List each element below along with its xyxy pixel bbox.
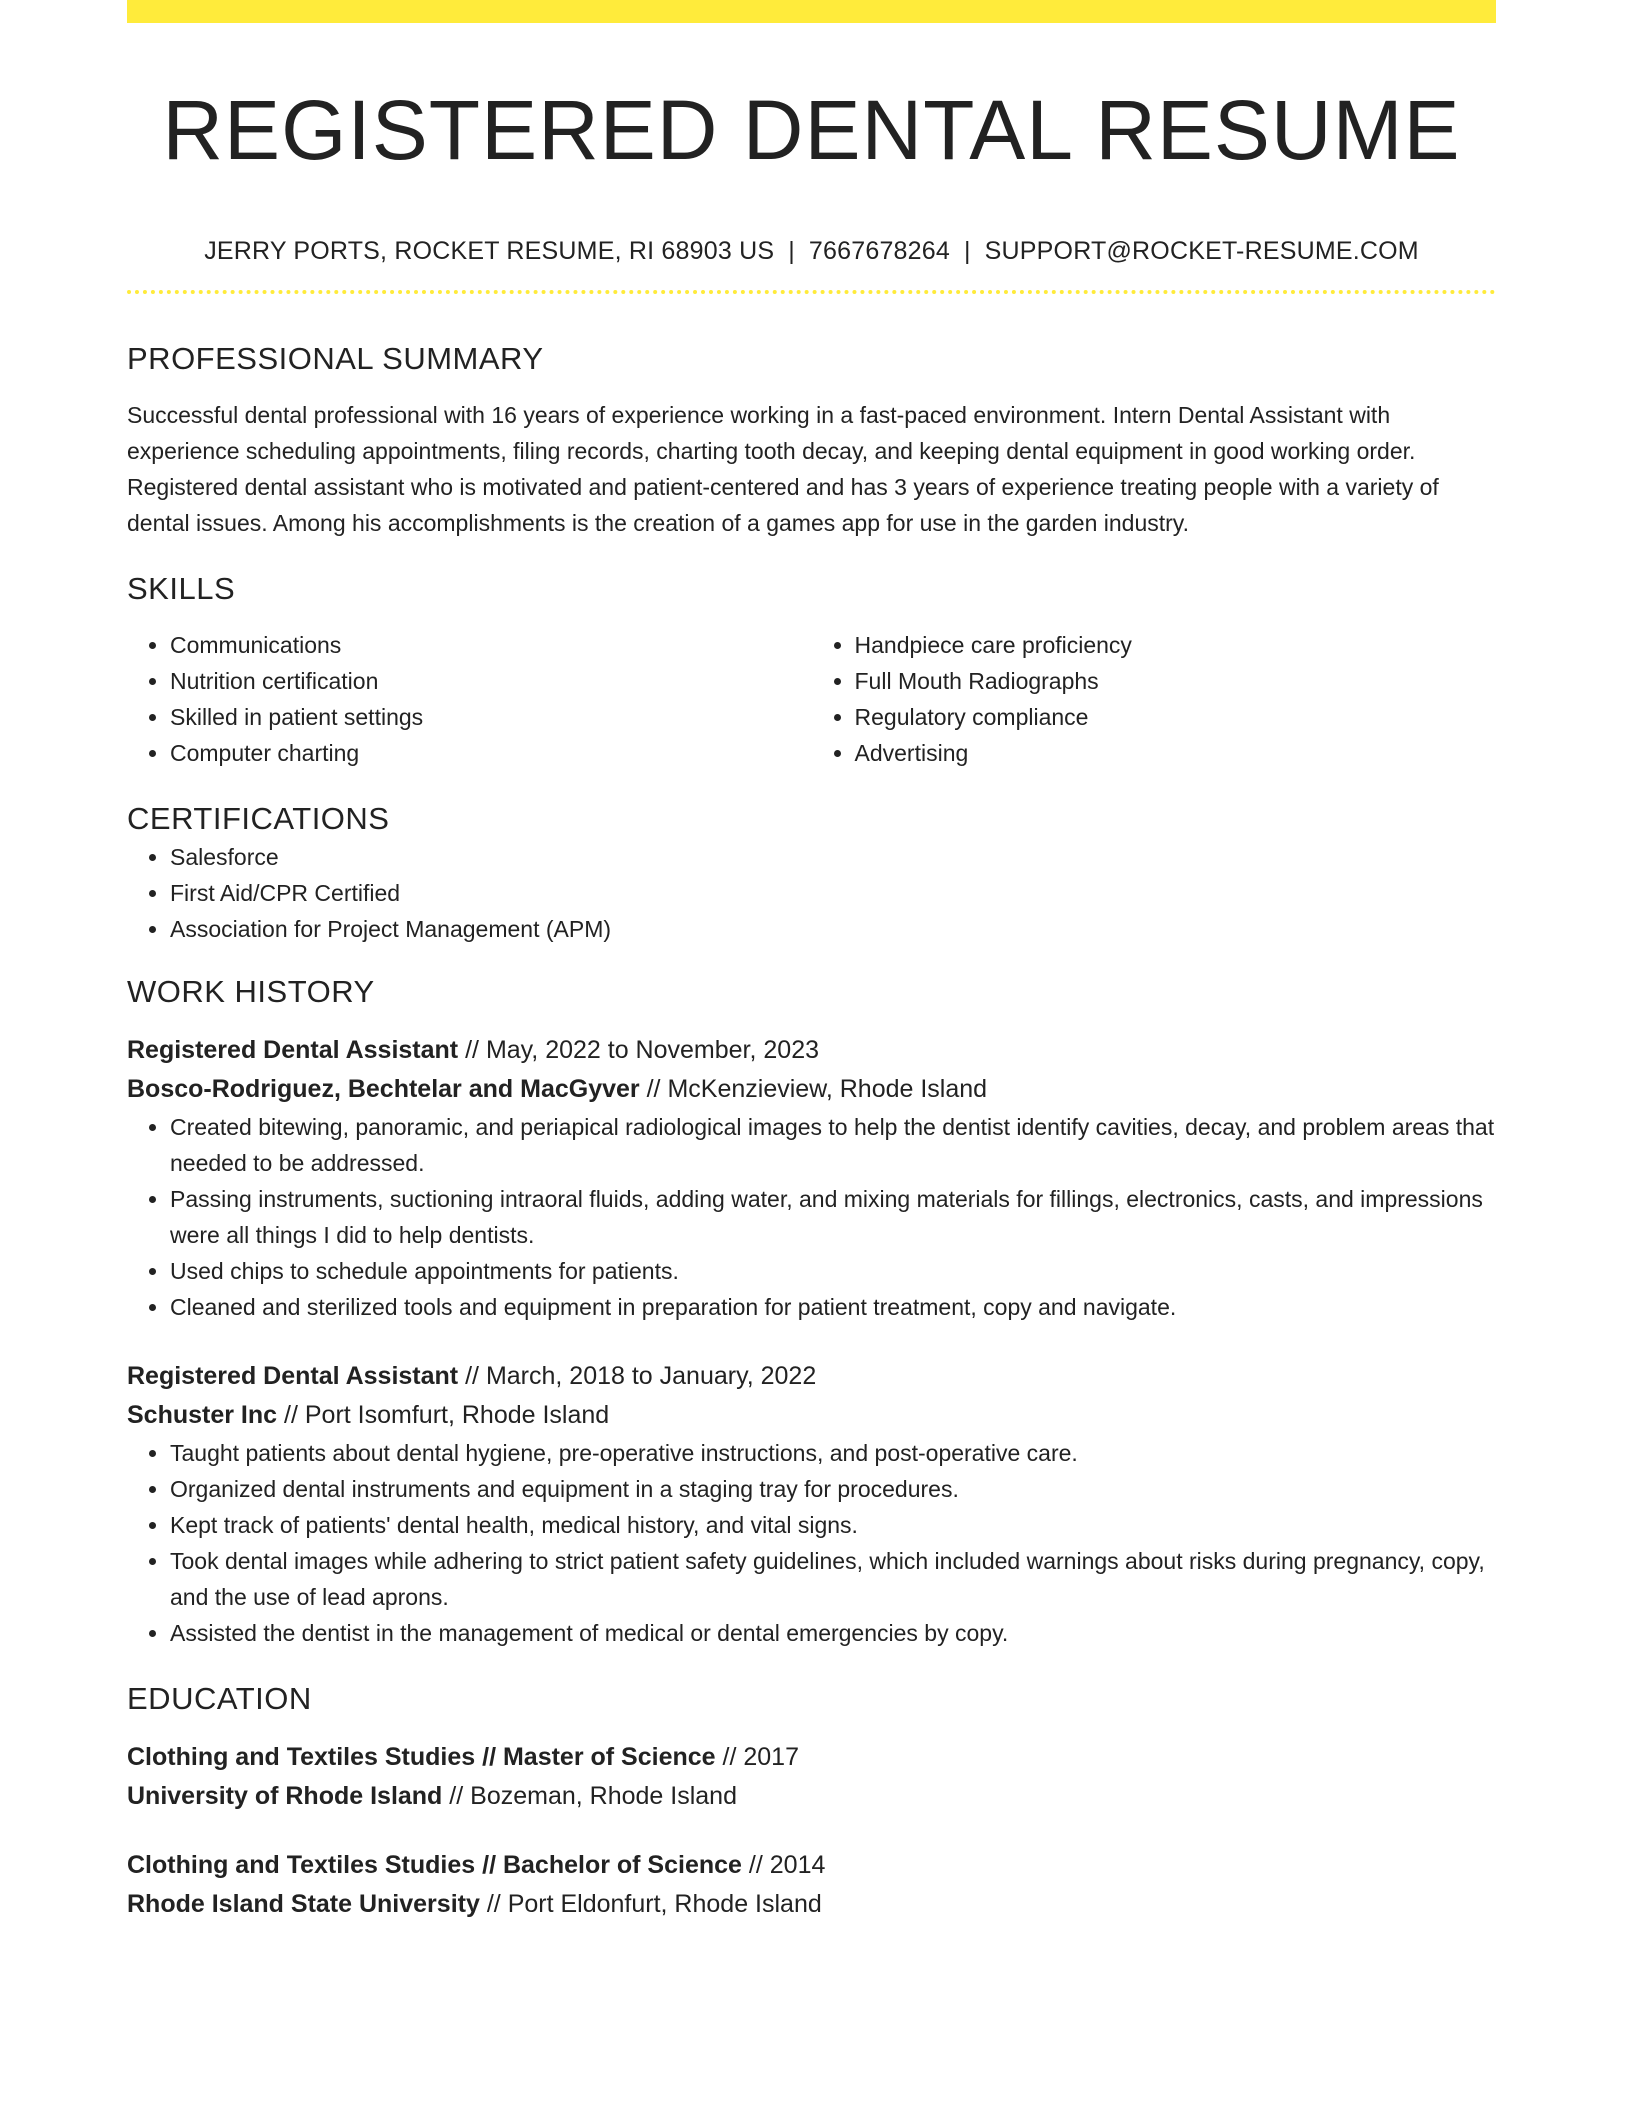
job-company: Schuster Inc [127,1401,278,1429]
skill-item: • Communications [170,627,812,663]
resume-title: REGISTERED DENTAL RESUME [162,83,1461,177]
certifications-list [127,839,1496,947]
job-duty: • Took dental images while adhering to strict patient safety guidelines, which included warnings about risks during pregnancy, copy, and the use of lead aprons. [170,1543,1496,1615]
summary-text: Successful dental professional with 16 years of experience working in a fast-paced environment. Intern Dental Assistant with experience scheduling appointments, filing records, charting tooth decay, and keeping dental equipment in good working order. Registered dental assistant who is motivated and patient-centered and has 3 years of experience treating people with a variety of dental issues. Among his accomplishments is the creation of a games app for use in the garden industry. [127,402,1439,536]
job-entry [127,1031,1496,1325]
job-duty: • Passing instruments, suctioning intraoral fluids, adding water, and mixing materials for fillings, electronics, casts, and impressions were all things I did to help dentists. [170,1181,1496,1253]
skill-item: • Skilled in patient settings [170,699,812,735]
job-duty: • Used chips to schedule appointments for patients. [170,1253,1496,1289]
section-title-summary: PROFESSIONAL SUMMARY [127,341,544,376]
contact-line [127,234,1496,268]
field-separator: // [748,1851,763,1879]
field-separator: // [465,1362,479,1390]
skills-list-right [812,627,1497,771]
job-duty: • Kept track of patients' dental health, medical history, and vital signs. [170,1507,1496,1543]
section-title-education: EDUCATION [127,1681,312,1716]
contact-email: SUPPORT@ROCKET-RESUME.COM [984,237,1419,265]
education-entry [127,1738,1496,1816]
field-separator: // [486,1890,501,1918]
education-degree: Clothing and Textiles Studies // Master of Science [127,1743,716,1771]
field-separator: // [722,1743,737,1771]
field-separator: // [284,1401,298,1429]
education-degree-line [127,1738,1496,1777]
field-separator: // [449,1782,464,1810]
job-duty: • Organized dental instruments and equipment in a staging tray for procedures. [170,1471,1496,1507]
education-entry [127,1846,1496,1924]
skill-item: • Handpiece care proficiency [855,627,1497,663]
certification-item: • Association for Project Management (APM) [170,911,1496,947]
contact-separator: | [963,237,971,265]
job-company-line [127,1396,1496,1435]
certification-item: • First Aid/CPR Certified [170,875,1496,911]
resume-content [127,0,1496,1924]
job-location: McKenzieview, Rhode Island [667,1075,988,1103]
job-duties-list [127,1435,1496,1651]
education-location: Bozeman, Rhode Island [470,1782,737,1810]
job-duty: • Assisted the dentist in the management of medical or dental emergencies by copy. [170,1615,1496,1651]
contact-phone: 7667678264 [808,237,950,265]
certification-item: • Salesforce [170,839,1496,875]
job-company: Bosco-Rodriguez, Bechtelar and MacGyver [127,1075,640,1103]
section-title-skills: SKILLS [127,571,236,606]
section-title-certifications: CERTIFICATIONS [127,801,390,836]
education-degree: Clothing and Textiles Studies // Bachelor of Science [127,1851,742,1879]
education-school-line [127,1885,1496,1924]
education-degree-line [127,1846,1496,1885]
skill-item: • Full Mouth Radiographs [855,663,1497,699]
education-school: University of Rhode Island [127,1782,443,1810]
job-duty: • Cleaned and sterilized tools and equipment in preparation for patient treatment, copy and navigate. [170,1289,1496,1325]
education-location: Port Eldonfurt, Rhode Island [507,1890,822,1918]
skill-item: • Computer charting [170,735,812,771]
skill-item: • Advertising [855,735,1497,771]
field-separator: // [465,1036,479,1064]
section-title-work-history: WORK HISTORY [127,974,375,1009]
education-year: 2017 [743,1743,799,1771]
job-role-line [127,1031,1496,1070]
job-dates: May, 2022 to November, 2023 [485,1036,820,1064]
job-location: Port Isomfurt, Rhode Island [304,1401,610,1429]
skill-item: • Regulatory compliance [855,699,1497,735]
job-entry [127,1357,1496,1651]
skills-columns [127,627,1496,771]
field-separator: // [646,1075,661,1103]
job-duty: • Taught patients about dental hygiene, pre-operative instructions, and post-operative care. [170,1435,1496,1471]
job-duties-list [127,1109,1496,1325]
job-duty: • Created bitewing, panoramic, and periapical radiological images to help the dentist identify cavities, decay, and problem areas that needed to be addressed. [170,1109,1496,1181]
job-role-line [127,1357,1496,1396]
education-year: 2014 [769,1851,826,1879]
contact-separator: | [788,237,795,265]
job-dates: March, 2018 to January, 2022 [485,1362,817,1390]
job-role: Registered Dental Assistant [127,1036,459,1064]
dotted-divider [127,290,1496,294]
contact-address: JERRY PORTS, ROCKET RESUME, RI 68903 US [204,237,775,265]
job-role: Registered Dental Assistant [127,1362,459,1390]
skill-item: • Nutrition certification [170,663,812,699]
skills-list-left [127,627,812,771]
education-school-line [127,1777,1496,1816]
education-school: Rhode Island State University [127,1890,480,1918]
job-company-line [127,1070,1496,1109]
